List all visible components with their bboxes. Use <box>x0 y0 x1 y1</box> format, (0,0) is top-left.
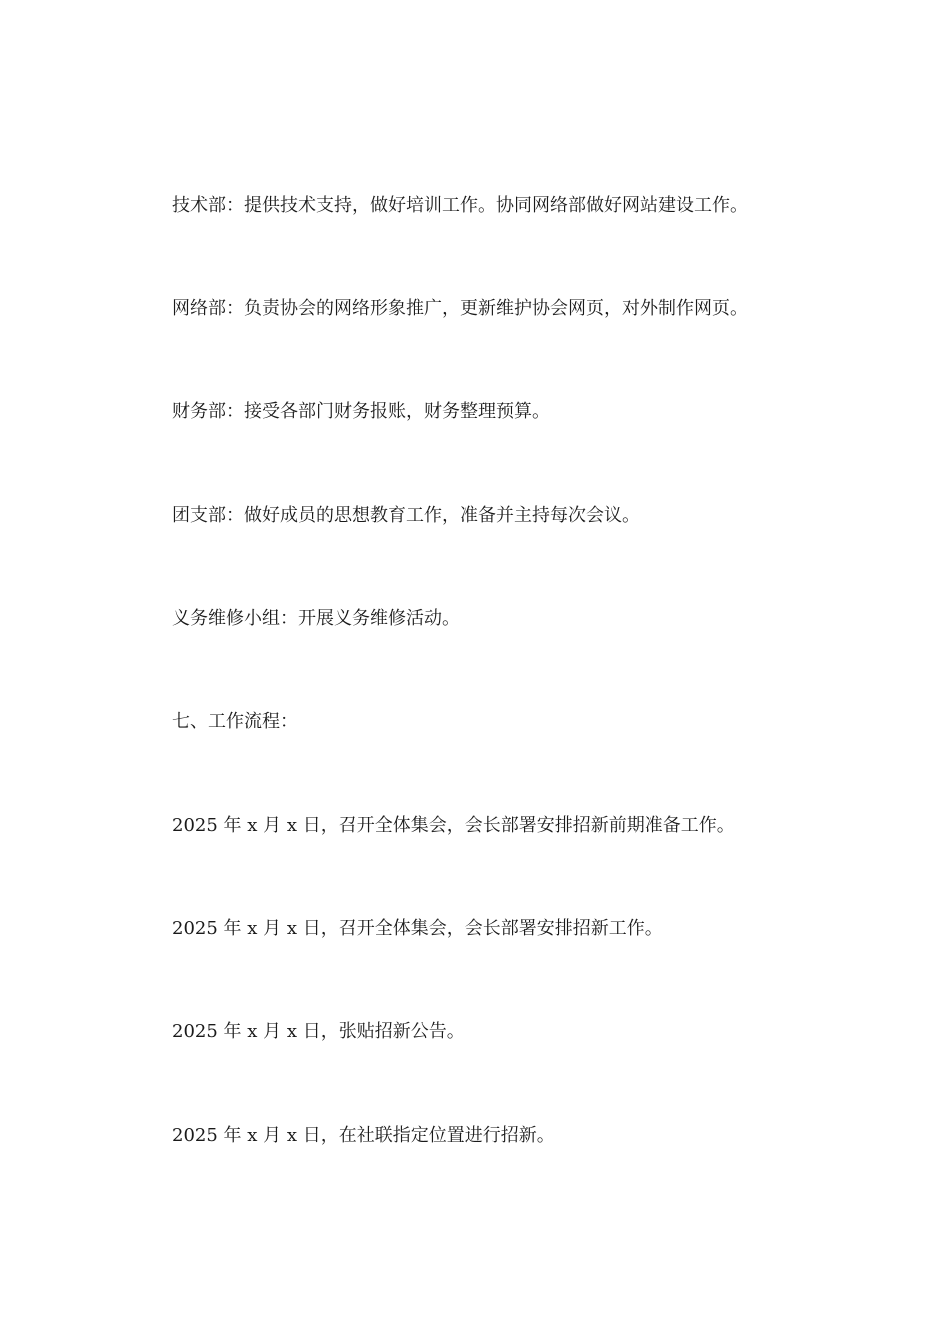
paragraph-network-dept: 网络部：负责协会的网络形象推广，更新维护协会网页，对外制作网页。 <box>172 298 748 319</box>
paragraph-tech-dept: 技术部：提供技术支持，做好培训工作。协同网络部做好网站建设工作。 <box>172 195 748 216</box>
paragraph-workflow-step-2: 2025 年 x 月 x 日，召开全体集会，会长部署安排招新工作。 <box>172 918 663 939</box>
paragraph-repair-group: 义务维修小组：开展义务维修活动。 <box>172 608 460 629</box>
paragraph-workflow-step-3: 2025 年 x 月 x 日，张贴招新公告。 <box>172 1021 465 1042</box>
paragraph-workflow-step-1: 2025 年 x 月 x 日，召开全体集会，会长部署安排招新前期准备工作。 <box>172 815 735 836</box>
paragraph-workflow-step-4: 2025 年 x 月 x 日，在社联指定位置进行招新。 <box>172 1125 555 1146</box>
section-heading-workflow: 七、工作流程： <box>172 711 298 732</box>
paragraph-finance-dept: 财务部：接受各部门财务报账，财务整理预算。 <box>172 401 550 422</box>
paragraph-youth-league-branch: 团支部：做好成员的思想教育工作，准备并主持每次会议。 <box>172 505 640 526</box>
